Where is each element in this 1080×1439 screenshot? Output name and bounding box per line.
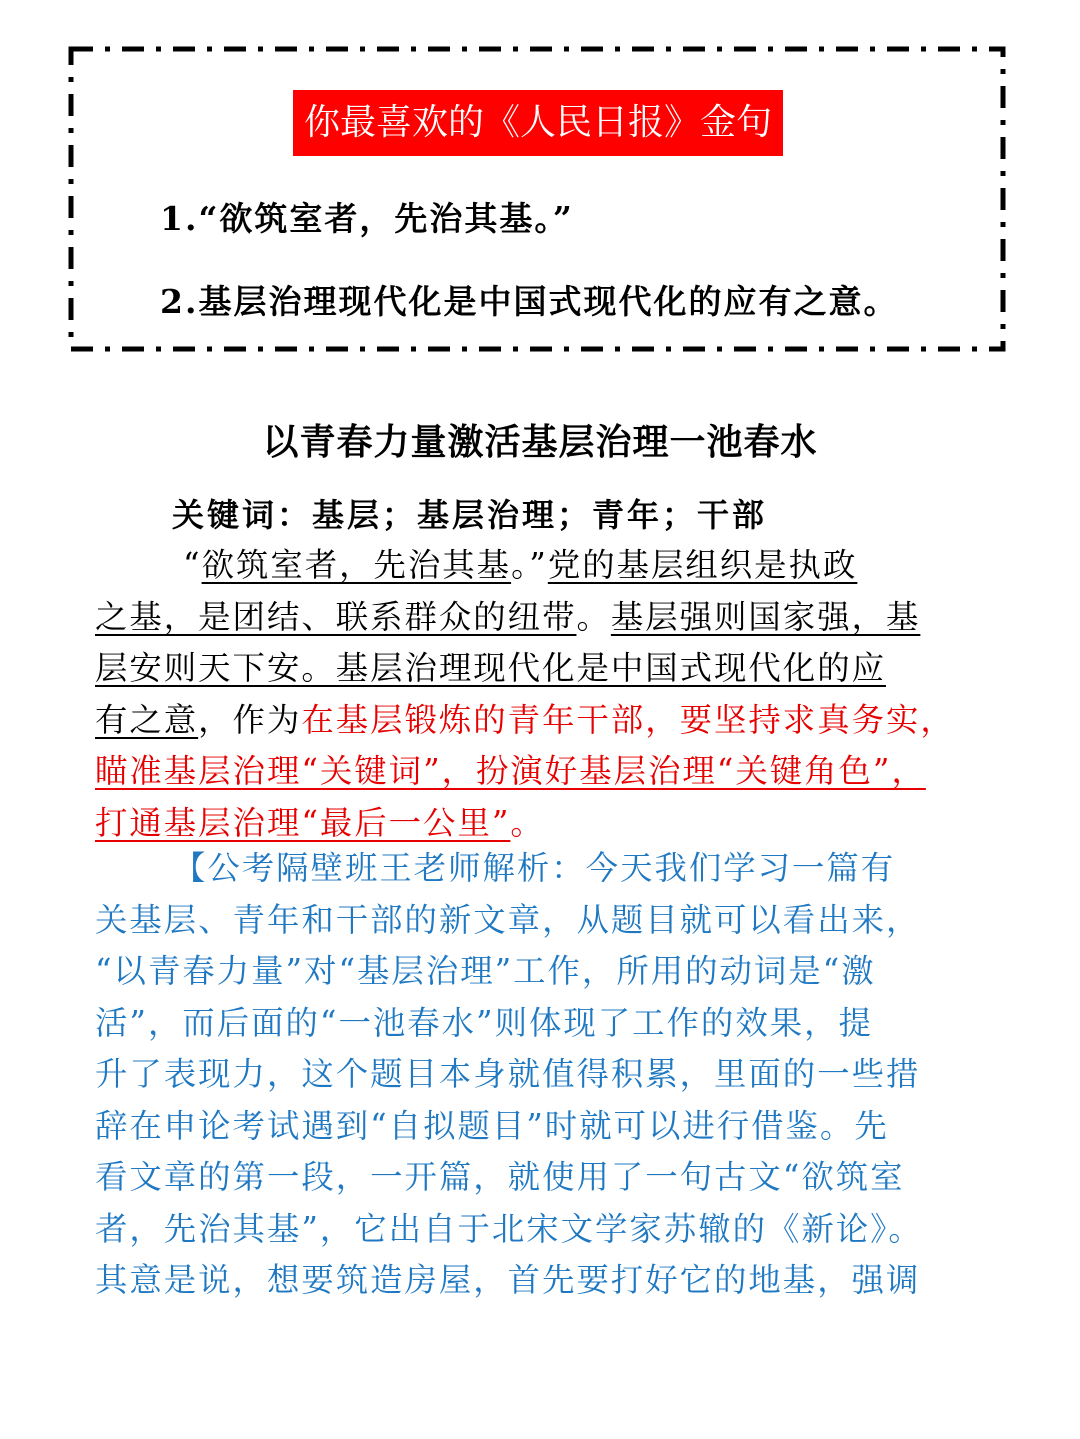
p1-text: 。” <box>511 546 548 584</box>
quote-line-2: 2.基层治理现代化是中国式现代化的应有之意。 <box>160 282 899 321</box>
p1-red-underlined-text: 打通基层治理“最后一公里” <box>95 803 511 842</box>
p1-line-5 <box>95 746 990 798</box>
analysis-line: 者，先治其基”，它出自于北宋文学家苏辙的《新论》。 <box>95 1209 923 1248</box>
p1-line-6 <box>95 798 990 850</box>
p1-underlined-text: 党的基层组织是执政 <box>547 546 858 584</box>
p1-line-4 <box>95 695 990 747</box>
p1-red-text: 。 <box>510 803 545 842</box>
p1-line-2 <box>95 592 990 644</box>
p1-underlined-text: 欲筑室者，先治其基 <box>201 546 512 584</box>
p1-text: ，作为 <box>198 700 302 739</box>
analysis-line: 辞在申论考试遇到“自拟题目”时就可以进行借鉴。先 <box>95 1106 889 1145</box>
analysis-line: 【公考隔壁班王老师解析：今天我们学习一篇有 <box>173 849 896 887</box>
p1-underlined-text: 基层强则国家强，基 <box>610 597 921 636</box>
analysis-line: 其意是说，想要筑造房屋，首先要打好它的地基，强调 <box>95 1261 921 1299</box>
quote-line-1: 1.“欲筑室者，先治其基。” <box>160 199 574 238</box>
analysis-line: 升了表现力，这个题目本身就值得积累，里面的一些措 <box>95 1055 921 1093</box>
paragraph-1 <box>95 540 990 849</box>
keywords-line: 关键词：基层；基层治理；青年；干部 <box>172 496 768 534</box>
p1-underlined-text: 之基，是团结、联系群众的纽带 <box>95 597 577 636</box>
p1-text: 。 <box>576 597 611 636</box>
p1-line-1 <box>95 540 990 592</box>
quote-box <box>68 46 1006 352</box>
p1-red-underlined-text: 瞄准基层治理“关键词”，扮演好基层治理“关键角色”， <box>95 752 926 790</box>
analysis-paragraph <box>95 843 990 1307</box>
p1-line-3 <box>95 643 990 695</box>
p1-text: “ <box>183 546 202 584</box>
p1-underlined-text: 有之意 <box>95 700 199 739</box>
p1-red-text: 在基层锻炼的青年干部，要坚持求真务实， <box>301 700 955 739</box>
analysis-line: 关基层、青年和干部的新文章，从题目就可以看出来， <box>95 900 921 939</box>
p1-underlined-text: 层安则天下安。基层治理现代化是中国式现代化的应 <box>95 649 886 687</box>
analysis-line: 看文章的第一段，一开篇，就使用了一句古文“欲筑室 <box>95 1158 905 1196</box>
analysis-line: “以青春力量”对“基层治理”工作，所用的动词是“激 <box>95 952 876 990</box>
analysis-line: 活”，而后面的“一池春水”则体现了工作的效果，提 <box>95 1003 873 1042</box>
quote-box-title: 你最喜欢的《人民日报》金句 <box>293 90 783 156</box>
article-title: 以青春力量激活基层治理一池春水 <box>262 421 818 463</box>
